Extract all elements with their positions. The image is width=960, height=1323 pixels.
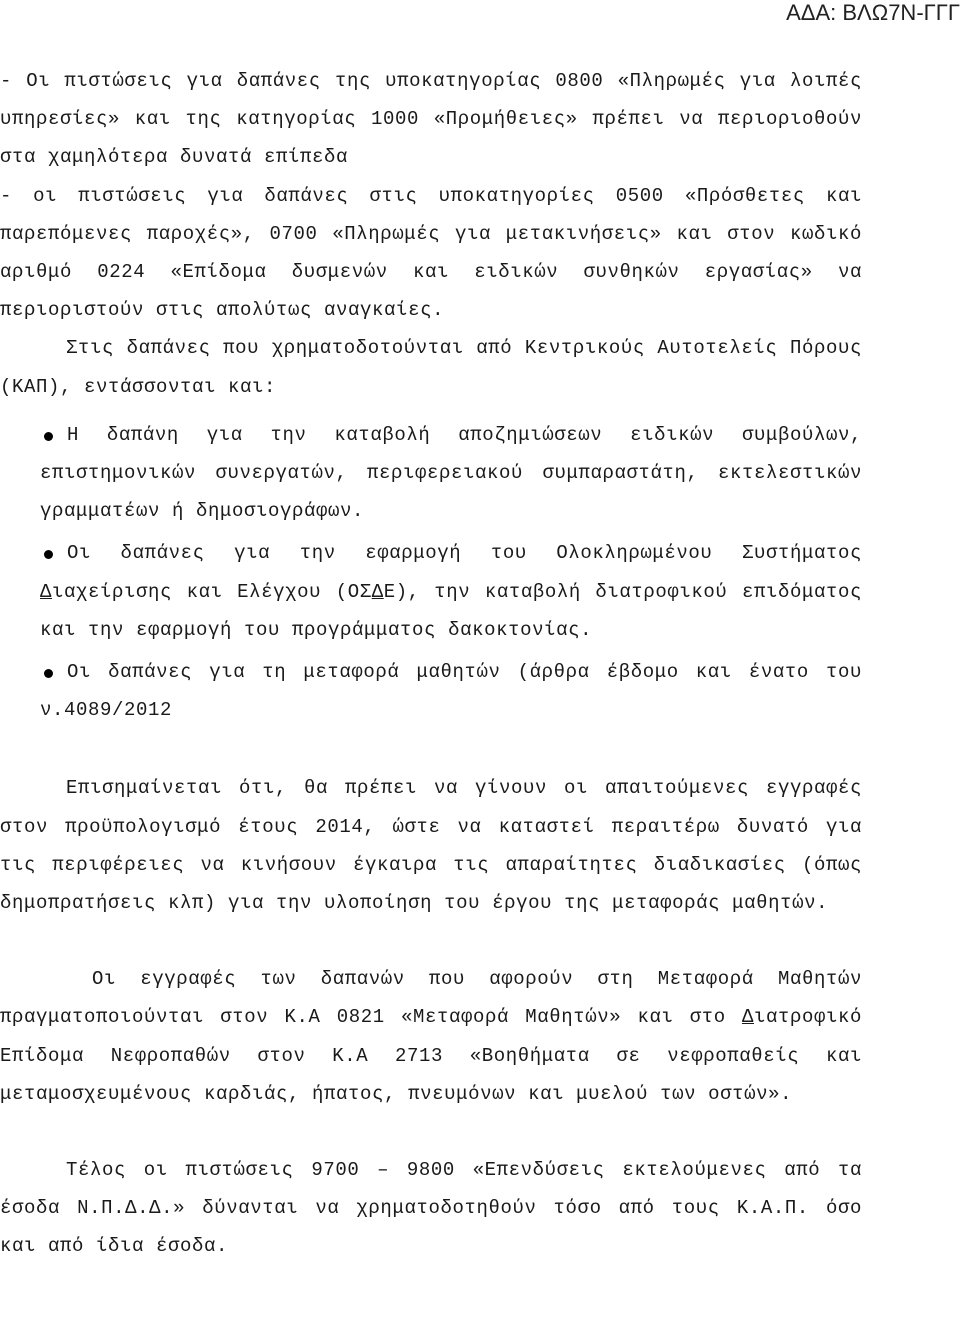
list-item-text: Οι δαπάνες για την εφαρμογή του Ολοκληρωμένου Συστήματος Διαχείρισης και Ελέγχου (ΟΣΔΕ), την καταβολή διατροφικού επιδόματος και την εφαρμογή του προγράμματος δακοκτονίας.: [40, 542, 862, 641]
paragraph-kap-intro: Στις δαπάνες που χρηματοδοτούνται από Κεντρικούς Αυτοτελείς Πόρους (ΚΑΠ), εντάσσονται και:: [0, 337, 862, 398]
list-item-text: Η δαπάνη για την καταβολή αποζημιώσεων ειδικών συμβούλων, επιστημονικών συνεργατών, περιφερειακού συμπαραστάτη, εκτελεστικών γραμματέων ή δημοσιογράφων.: [40, 423, 862, 523]
list-item-text: Οι δαπάνες για τη μεταφορά μαθητών (άρθρα έβδομο και ένατο του ν.4089/2012: [40, 661, 862, 722]
paragraph-pistoseis-0800: - Οι πιστώσεις για δαπάνες της υποκατηγορίας 0800 «Πληρωμές για λοιπές υπηρεσίες» και της κατηγορίας 1000 «Προμήθειες» πρέπει να περιοριοθούν στα χαμηλότερα δυνατά επίπεδα: [0, 70, 862, 169]
paragraph-telos: Τέλος οι πιστώσεις 9700 – 9800 «Επενδύσεις εκτελούμενες από τα έσοδα Ν.Π.Δ.Δ.» δύνανται να χρηματοδοτηθούν τόσο από τους Κ.Α.Π. όσο και από ίδια έσοδα.: [0, 1159, 862, 1258]
ada-code: ΑΔΑ: ΒΛΩ7Ν-ΓΓΓ: [786, 0, 960, 25]
paragraph-eggrafes-metafora: Οι εγγραφές των δαπανών που αφορούν στη Μεταφορά Μαθητών πραγματοποιούνται στον Κ.Α 0821 «Μεταφορά Μαθητών» και στο Διατροφικό Επίδομα Νεφροπαθών στον Κ.Α 2713 «Βοηθήματα σε νεφροπαθείς και μεταμοσχευμένους καρδιάς, ήπατος, πνευμόνων και μυελού των οστών».: [0, 968, 862, 1105]
bullet-icon: [44, 432, 53, 441]
list-item: [0, 653, 862, 729]
paragraph-episimainetai: Επισημαίνεται ότι, θα πρέπει να γίνουν οι απαιτούμενες εγγραφές στον προϋπολογισμό έτους 2014, ώστε να καταστεί περαιτέρω δυνατό για τις περιφέρειες να κινήσουν έγκαιρα τις απαραίτητες διαδικασίες (όπως δημοπρατήσεις κλπ) για την υλοποίηση του έργου της μεταφοράς μαθητών.: [0, 777, 862, 915]
document-body: [0, 62, 862, 1266]
paragraph-pistoseis-0500: - οι πιστώσεις για δαπάνες στις υποκατηγορίες 0500 «Πρόσθετες και παρεπόμενες παροχές», 0700 «Πληρωμές για μετακινήσεις» και στον κωδικό αριθμό 0224 «Επίδομα δυσμενών και ειδικών συνθηκών εργασίας» να περιοριστούν στις απολύτως αναγκαίες.: [0, 184, 862, 322]
bullet-icon: [44, 669, 53, 678]
list-item: [0, 534, 862, 649]
list-item: [0, 416, 862, 531]
